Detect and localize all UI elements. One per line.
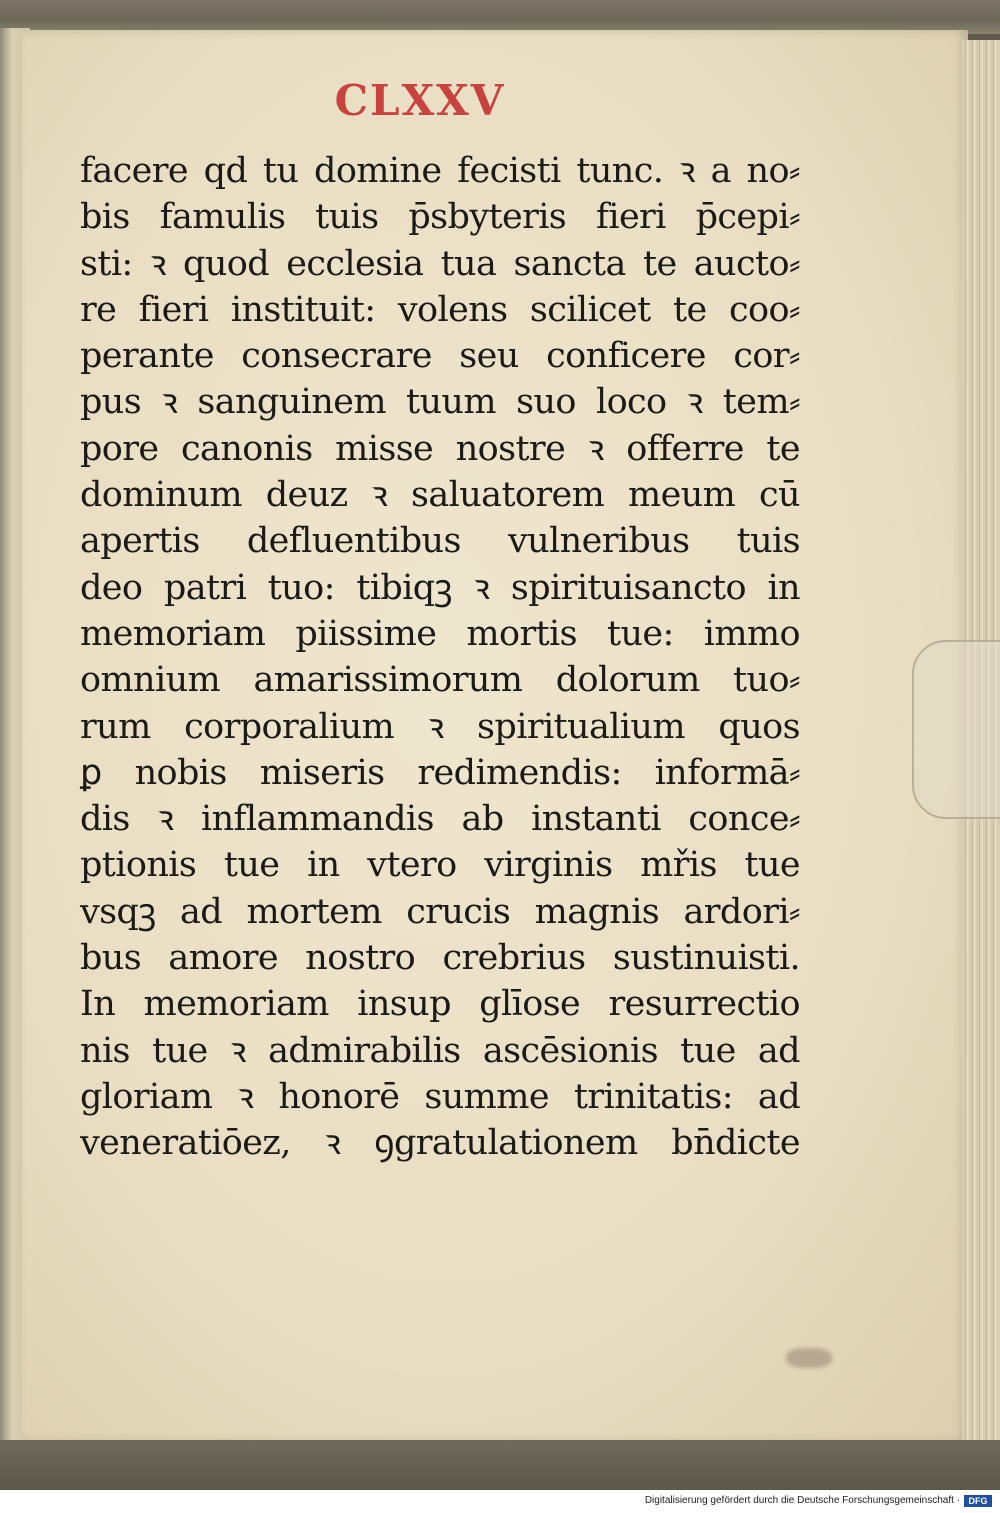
text-line: sti: ꝛ quod ecclesia tua sancta te aucto⸗ <box>80 243 800 284</box>
text-line: pore canonis misse nostre ꝛ offerre te <box>80 428 800 469</box>
page-clip-tab <box>912 640 1000 819</box>
text-line: ptionis tue in vtero virginis mřis tue <box>80 845 800 886</box>
text-line: deo patri tuo: tibiqꝫ ꝛ spirituisancto in <box>80 567 800 608</box>
paper-stain <box>786 1348 832 1368</box>
book-binding-bottom <box>0 1440 1000 1490</box>
text-line: ꝑ nobis miseris redimendis: informā⸗ <box>80 752 800 793</box>
text-line: gloriam ꝛ honorē summe trinitatis: ad <box>80 1076 800 1117</box>
text-line: re fieri instituit: volens scilicet te coo⸗ <box>80 289 800 330</box>
text-line: dis ꝛ inflammandis ab instanti conce⸗ <box>80 799 800 840</box>
text-line: perante consecrare seu conficere cor⸗ <box>80 336 800 377</box>
text-line: facere qd tu domine fecisti tunc. ꝛ a no⸗ <box>80 151 800 191</box>
text-line: veneratiōez, ꝛ ꝯgratulationem bn̄dicte <box>80 1123 800 1164</box>
text-line: pus ꝛ sanguinem tuum suo loco ꝛ tem⸗ <box>80 382 800 423</box>
text-line: bis famulis tuis p̄sbyteris fieri p̄cepi⸗ <box>80 197 800 238</box>
footer-bar <box>0 1490 1000 1513</box>
text-line: bus amore nostro crebrius sustinuisti. <box>80 938 800 979</box>
text-line: apertis defluentibus vulneribus tuis <box>80 521 800 562</box>
text-line: In memoriam insup glīose resurrectio <box>80 984 800 1025</box>
text-line: nis tue ꝛ admirabilis ascēsionis tue ad <box>80 1030 800 1071</box>
text-line: memoriam piissime mortis tue: immo <box>80 613 800 654</box>
text-line: omnium amarissimorum dolorum tuo⸗ <box>80 660 800 701</box>
text-block <box>80 148 800 1167</box>
text-line: dominum deuz ꝛ saluatorem meum cū <box>80 475 800 516</box>
book-binding-top <box>0 0 1000 34</box>
funding-credit: Digitalisierung gefördert durch die Deutsche Forschungsgemeinschaft · <box>644 1495 960 1506</box>
text-line: rum corporalium ꝛ spiritualium quos <box>80 706 800 747</box>
dfg-logo: DFG <box>964 1495 992 1507</box>
folio-number: CLXXV <box>334 76 506 125</box>
text-line: vsqꝫ ad mortem crucis magnis ardori⸗ <box>80 891 800 932</box>
